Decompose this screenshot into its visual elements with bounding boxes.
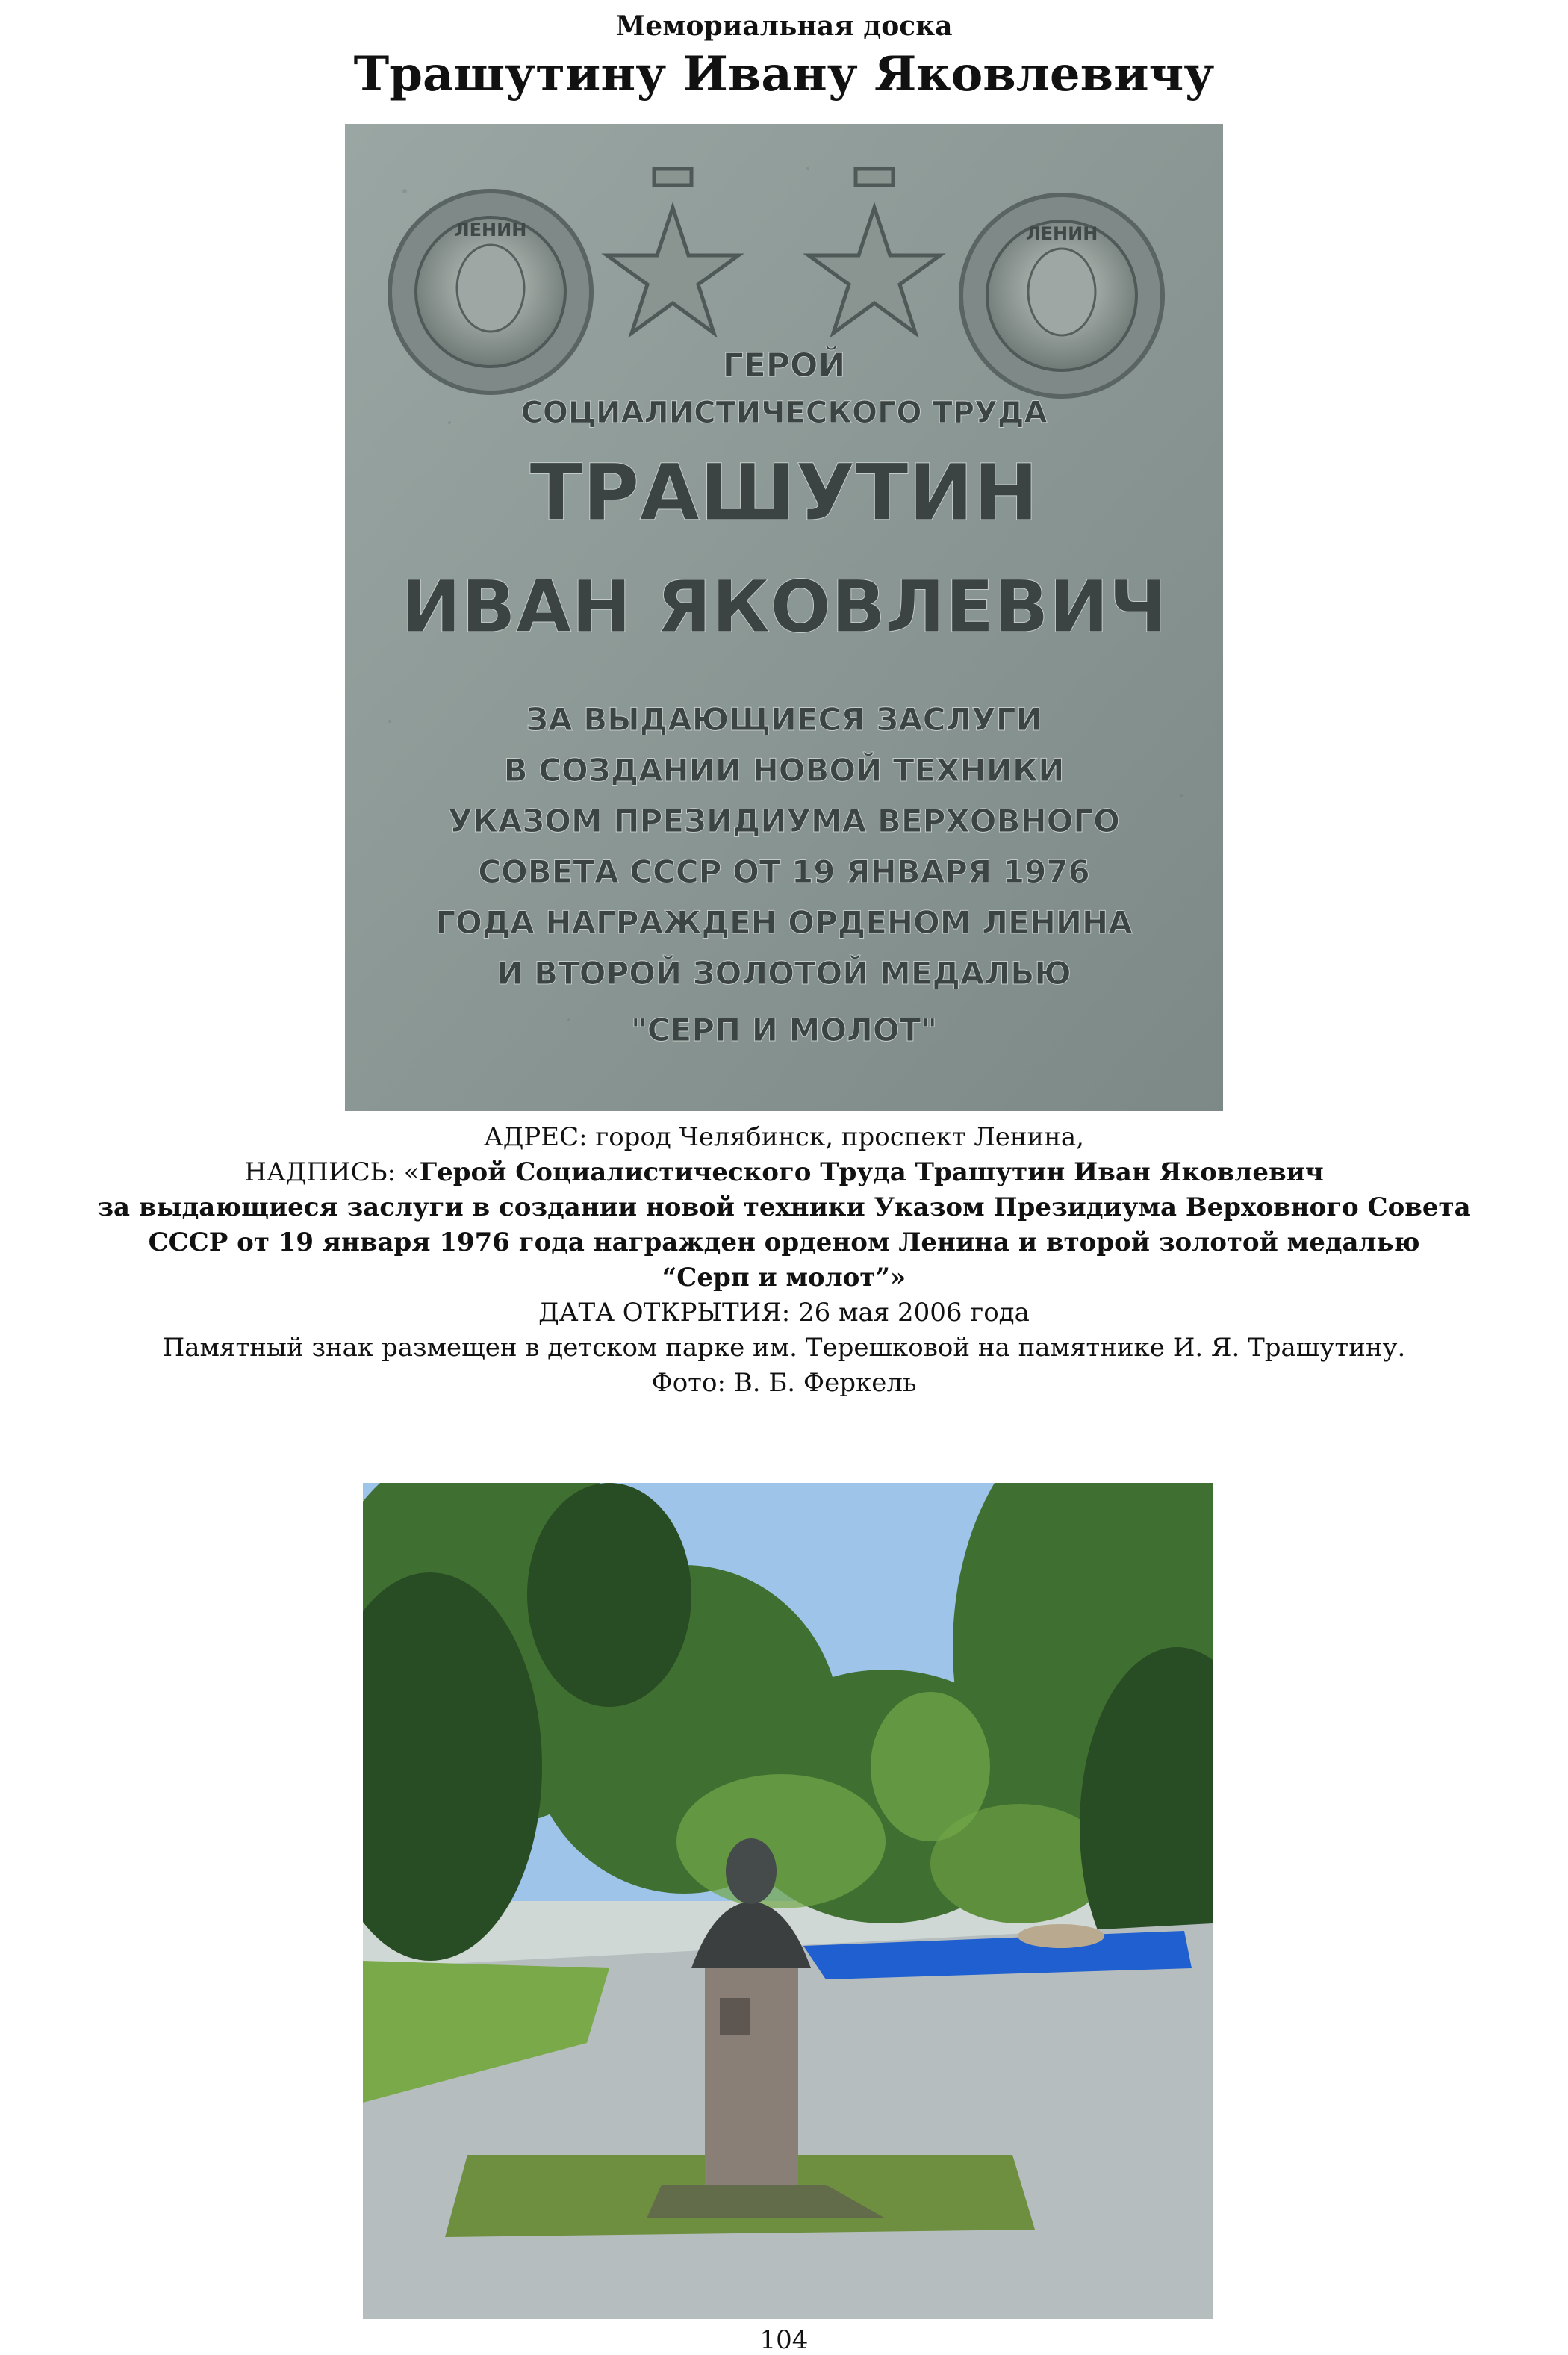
park-photo	[363, 1483, 1213, 2319]
page-number: 104	[759, 2325, 809, 2355]
plaque-line-8: СОВЕТА СССР ОТ 19 ЯНВАРЯ 1976	[478, 853, 1090, 890]
order-of-lenin-left-icon	[390, 191, 591, 393]
plaque-line-1: ГЕРОЙ	[722, 346, 846, 385]
plaque-line-5: ЗА ВЫДАЮЩИЕСЯ ЗАСЛУГИ	[526, 701, 1042, 738]
inscription-label: НАДПИСЬ: «	[244, 1157, 420, 1187]
plaque-line-7: УКАЗОМ ПРЕЗИДИУМА ВЕРХОВНОГО	[448, 803, 1120, 839]
plaque-photo	[345, 124, 1223, 1111]
address-line: АДРЕС: город Челябинск, проспект Ленина,	[484, 1122, 1084, 1152]
plaque-line-9: ГОДА НАГРАЖДЕН ОРДЕНОМ ЛЕНИНА	[435, 904, 1133, 941]
plaque-line-10: И ВТОРОЙ ЗОЛОТОЙ МЕДАЛЬЮ	[497, 955, 1071, 992]
plaque-line-4: ИВАН ЯКОВЛЕВИЧ	[401, 565, 1167, 649]
location-note: Памятный знак размещен в детском парке им. Терешковой на памятнике И. Я. Трашутину.	[162, 1333, 1406, 1363]
svg-text:ЛЕНИН: ЛЕНИН	[1025, 223, 1098, 244]
plaque-line-3: ТРАШУТИН	[529, 447, 1039, 538]
photo-credit: Фото: В. Б. Феркель	[651, 1368, 917, 1398]
inscription-text-2: за выдающиеся заслуги в создании новой техники Указом Президиума Верховного Совета	[97, 1192, 1471, 1222]
inscription-text-1: Герой Социалистического Труда Трашутин Иван Яковлевич	[419, 1157, 1324, 1187]
plaque-line-2: СОЦИАЛИСТИЧЕСКОГО ТРУДА	[520, 396, 1048, 430]
inscription-line-1	[30, 1155, 1538, 1190]
svg-text:ЛЕНИН: ЛЕНИН	[454, 220, 527, 240]
inscription-text-4: “Серп и молот”»	[662, 1263, 906, 1292]
opening-date: ДАТА ОТКРЫТИЯ: 26 мая 2006 года	[538, 1298, 1030, 1328]
plaque-line-11: "СЕРП И МОЛОТ"	[630, 1012, 938, 1048]
order-of-lenin-right-icon	[961, 195, 1163, 396]
document-kicker: Мемориальная доска	[615, 10, 953, 42]
document-title: Трашутину Ивану Яковлевичу	[353, 46, 1215, 102]
plaque-line-6: В СОЗДАНИИ НОВОЙ ТЕХНИКИ	[503, 752, 1065, 788]
caption-block	[30, 1120, 1538, 1401]
inscription-text-3: СССР от 19 января 1976 года награжден орденом Ленина и второй золотой медалью	[148, 1228, 1420, 1257]
